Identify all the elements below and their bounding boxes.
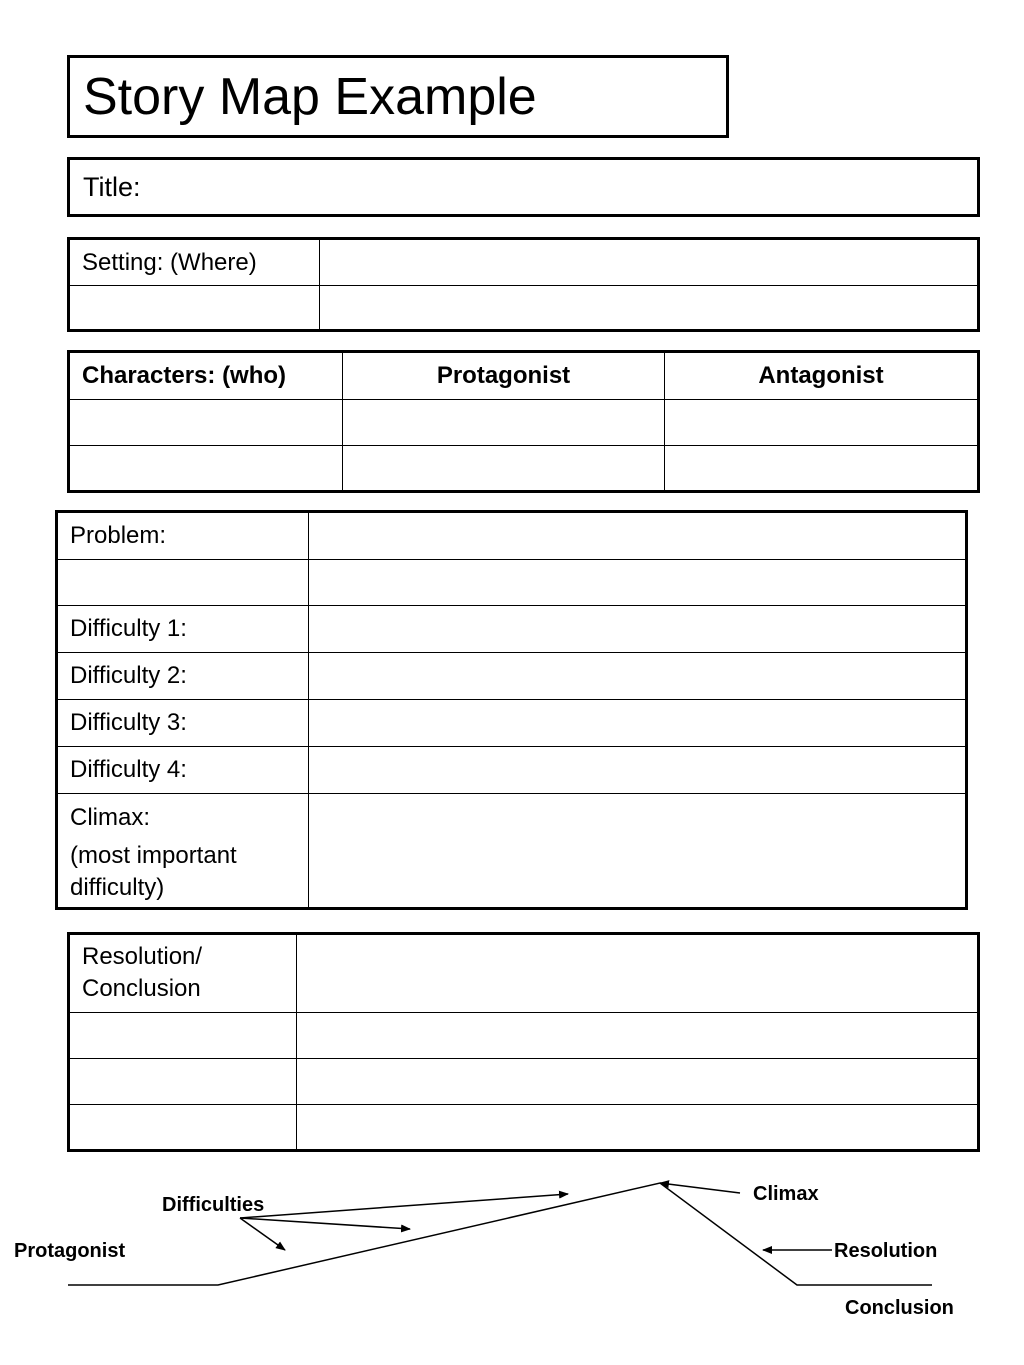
difficulties-label: Difficulties bbox=[162, 1194, 265, 1216]
resolution-label-line2: Conclusion bbox=[82, 975, 201, 1002]
difficulty-3-label: Difficulty 3: bbox=[57, 700, 309, 747]
protagonist-label: Protagonist bbox=[14, 1240, 126, 1262]
resolution-label-diagram: Resolution bbox=[834, 1240, 938, 1262]
climax-label-diagram: Climax bbox=[753, 1183, 819, 1205]
difficulty-4-label: Difficulty 4: bbox=[57, 747, 309, 794]
problem-label: Problem: bbox=[57, 512, 309, 560]
protagonist-header: Protagonist bbox=[343, 352, 665, 400]
antagonist-header: Antagonist bbox=[665, 352, 979, 400]
difficulty-2-label: Difficulty 2: bbox=[57, 653, 309, 700]
difficulty-arrow bbox=[240, 1194, 568, 1218]
conclusion-label-diagram: Conclusion bbox=[845, 1297, 954, 1319]
resolution-label-line1: Resolution/ bbox=[82, 943, 203, 970]
setting-label: Setting: (Where) bbox=[69, 239, 320, 286]
difficulty-1-label: Difficulty 1: bbox=[57, 606, 309, 653]
difficulty-arrow bbox=[240, 1218, 410, 1229]
page-title: Story Map Example bbox=[67, 55, 729, 138]
characters-header: Characters: (who) bbox=[69, 352, 343, 400]
climax-note: (most important difficulty) bbox=[70, 842, 237, 901]
climax-label: Climax: bbox=[70, 804, 151, 831]
difficulty-arrow bbox=[240, 1218, 285, 1250]
title-field[interactable]: Title: bbox=[67, 157, 980, 217]
